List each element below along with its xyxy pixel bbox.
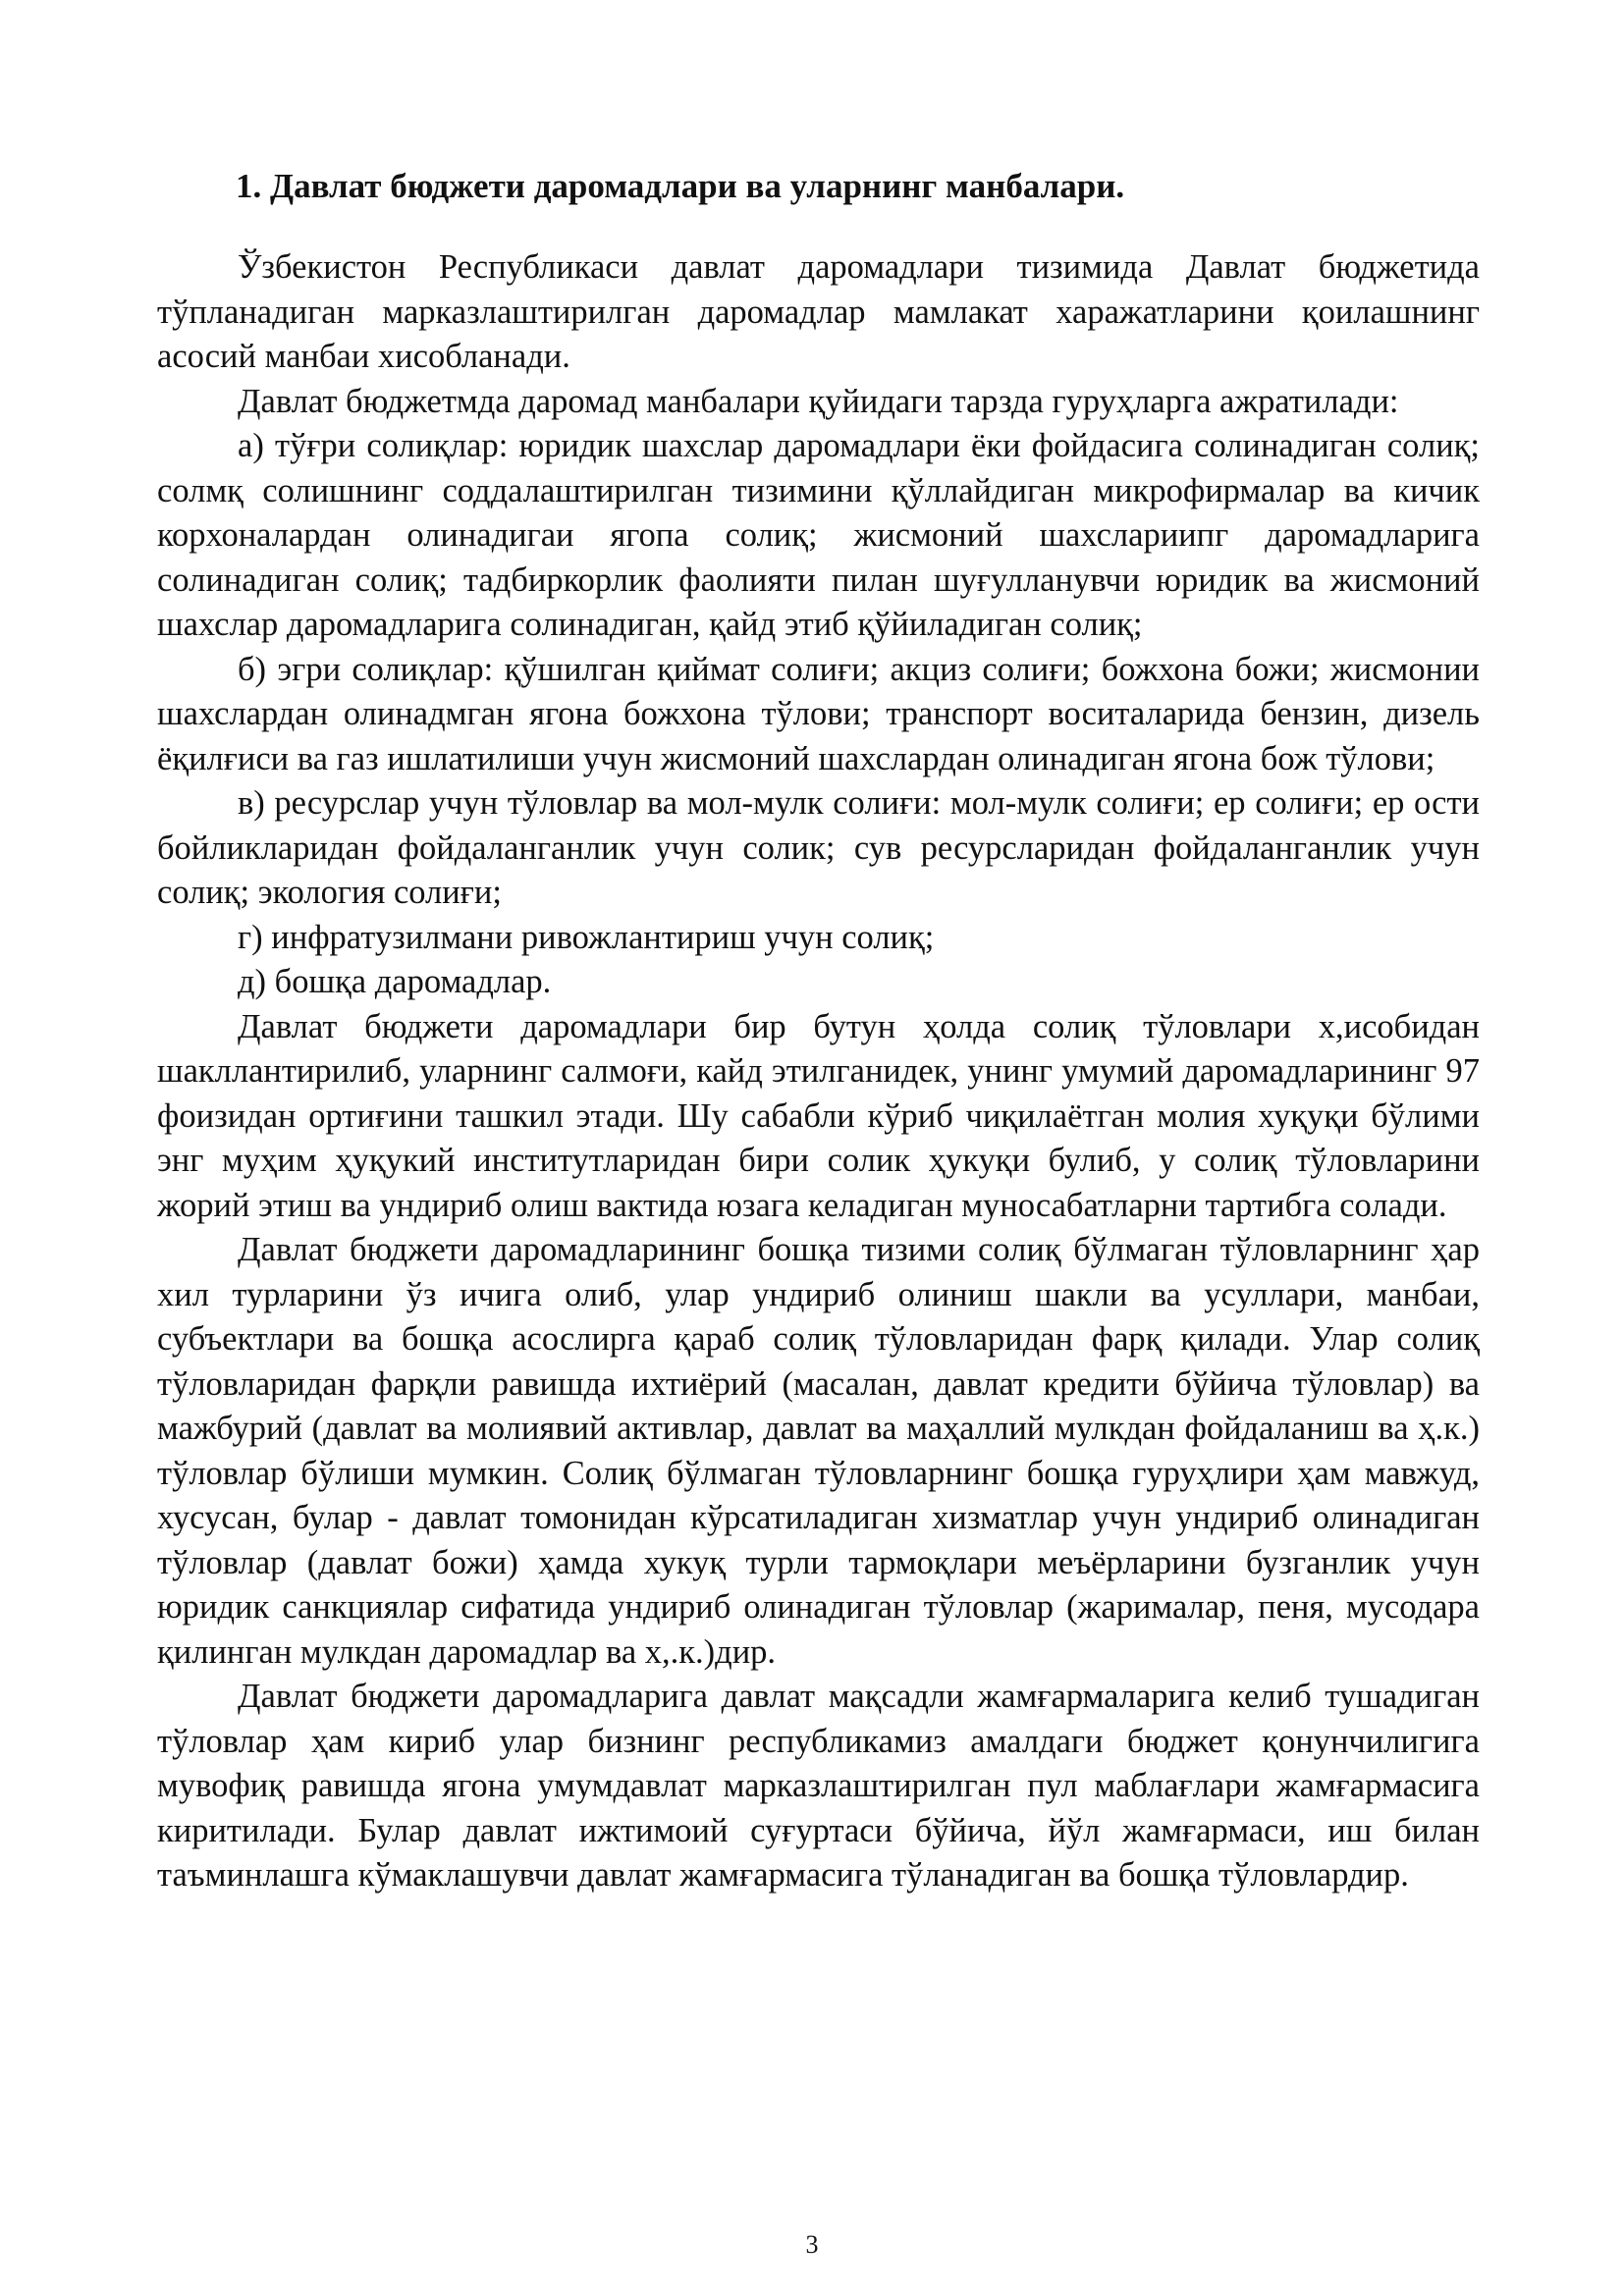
list-item-indirect-taxes: б) эгри солиқлар: қўшилган қиймат солиғи; акциз солиғи; божхона божи; жисмонии шахслардан олинадмган ягона божхона тўлови; транспорт воситаларида бензин, дизель ёқилғиси ва газ ишлатилиши учун жисмоний шахслардан олинадиган ягона бож тўлови;: [157, 650, 1480, 777]
section-heading: 1. Давлат бюджети даромадлари ва уларнинг манбалари.: [236, 167, 1125, 205]
paragraph-groups: Давлат бюджетмда даромад манбалари қуйидаги тарзда гуруҳларга ажратилади:: [238, 382, 1399, 420]
page-content: [157, 165, 1480, 1898]
list-item-other-income: д) бошқа даромадлар.: [238, 963, 552, 1000]
paragraph-target-funds: Давлат бюджети даромадларига давлат мақсадли жамғармаларига келиб тушадиган тўловлар ҳам кириб улар бизнинг республикамиз амалдаги бюджет қонунчилигига мувофиқ равишда ягона умумдавлат марказлаштирилган пул маблағлари жамғармасига киритилади. Булар давлат ижтимоий суғуртаси бўйича, йўл жамғармаси, иш билан таъминлашга кўмаклашувчи давлат жамғармасига тўланадиган ва бошқа тўловлардир.: [157, 1678, 1480, 1894]
page-number: 3: [805, 2230, 819, 2259]
paragraph-tax-payments: Давлат бюджети даромадлари бир бутун ҳолда солиқ тўловлари х,исобидан шакллантирилиб, уларнинг салмоғи, кайд этилганидек, унинг умумий даромадларининг 97 фоизидан ортиғини ташкил этади. Шу сабабли кўриб чиқилаётган молия хуқуқи бўлими энг муҳим ҳуқукий институтларидан бири солик ҳукуқи булиб, у солиқ тўловларини жорий этиш ва ундириб олиш вактида юзага келадиган муносабатларни тартибга солади.: [157, 1007, 1480, 1224]
list-item-infrastructure-tax: г) инфратузилмани ривожлантириш учун солиқ;: [238, 918, 935, 956]
paragraph-non-tax-payments: Давлат бюджети даромадларининг бошқа тизими солиқ бўлмаган тўловларнинг ҳар хил турларини ўз ичига олиб, улар ундириб олиниш шакли ва усуллари, манбаи, субъектлари ва бошқа асослирга қараб солиқ тўловларидан фарқ қилади. Улар солиқ тўловларидан фарқли равишда ихтиёрий (масалан, давлат кредити бўйича тўловлар) ва мажбурий (давлат ва молиявий активлар, давлат ва маҳаллий мулкдан фойдаланиш ва ҳ.к.) тўловлар бўлиши мумкин. Солиқ бўлмаган тўловларнинг бошқа гуруҳлири ҳам мавжуд, хусусан, булар - давлат томонидан кўрсатиладиган хизматлар учун ундириб олинадиган тўловлар (давлат божи) ҳамда хукуқ турли тармоқлари меъёрларини бузганлик учун юридик санкциялар сифатида ундириб олинадиган тўловлар (жарималар, пеня, мусодара қилинган мулкдан даромадлар ва х,.к.)дир.: [157, 1231, 1480, 1671]
paragraph-intro: Ўзбекистон Республикаси давлат даромадлари тизимида Давлат бюджетида тўпланадиган марказлаштирилган даромадлар мамлакат харажатларини қоилашнинг асосий манбаи хисобланади.: [157, 248, 1480, 375]
list-item-resource-payments: в) ресурслар учун тўловлар ва мол-мулк солиғи: мол-мулк солиғи; ер солиғи; ер ости бойликларидан фойдаланганлик учун солик; сув ресурсларидан фойдаланганлик учун солиқ; экология солиғи;: [157, 784, 1480, 911]
list-item-direct-taxes: а) тўғри солиқлар: юридик шахслар даромадлари ёки фойдасига солинадиган солиқ; солмқ солишнинг соддалаштирилган тизимини қўллайдиган микрофирмалар ва кичик корхоналардан олинадигаи ягопа солиқ; жисмоний шахслариипг даромадларига солинадиган солиқ; тадбиркорлик фаолияти пилан шуғулланувчи юридик ва жисмоний шахслар даромадларига солинадиган, қайд этиб қўйиладиган солиқ;: [157, 427, 1480, 643]
